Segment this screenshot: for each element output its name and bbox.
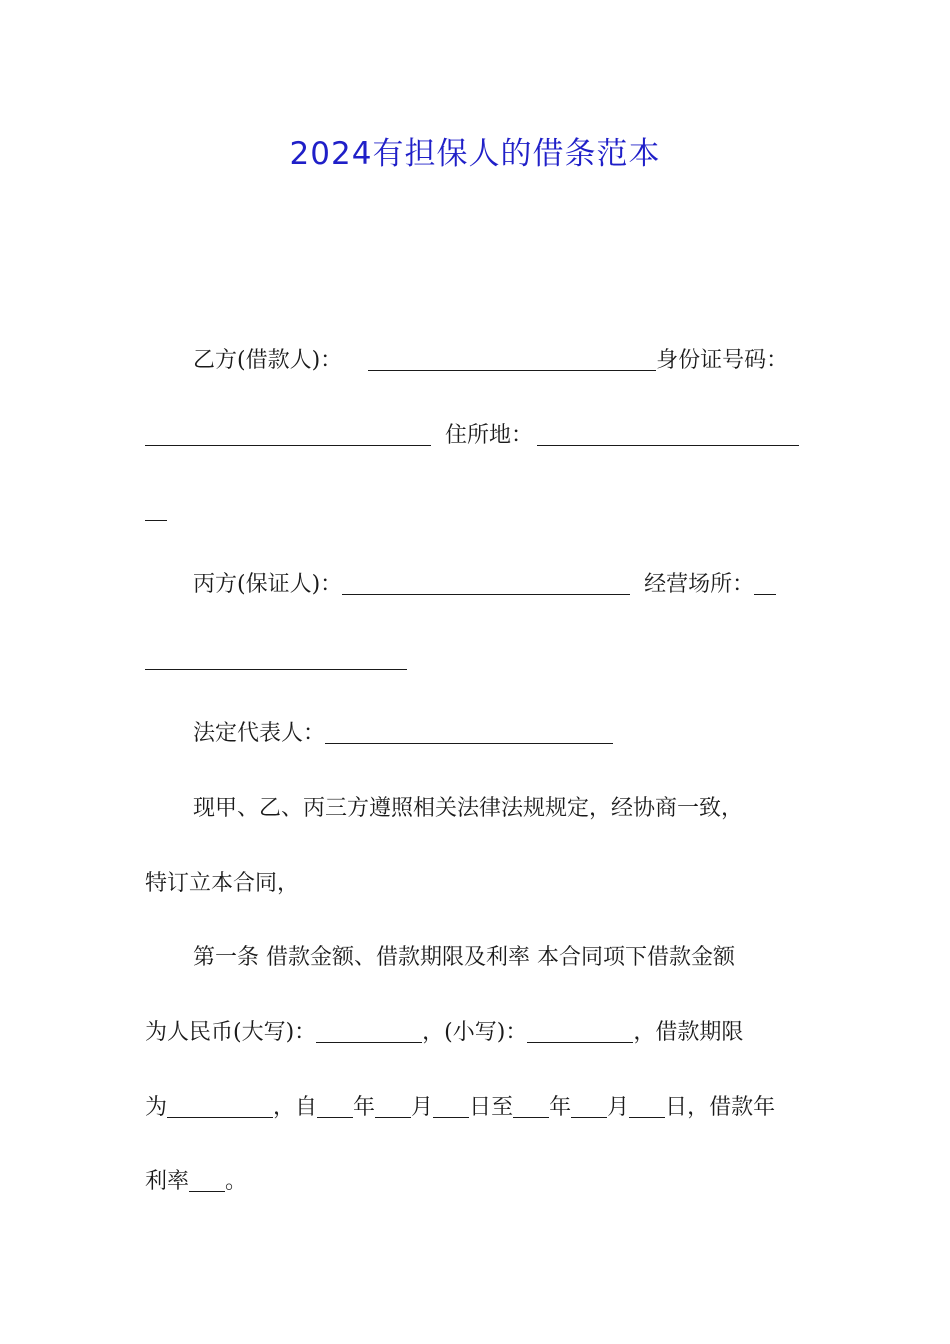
residence-line bbox=[145, 421, 807, 451]
legal-rep-blank bbox=[325, 721, 613, 744]
legal-rep-label: 法定代表人： bbox=[193, 721, 326, 746]
article-1-heading: 第一条 借款金额、借款期限及利率 本合同项下借款金额 bbox=[193, 945, 735, 970]
end-year-label: 年 bbox=[549, 1095, 572, 1120]
rate-blank bbox=[189, 1169, 225, 1192]
party-c-line bbox=[145, 570, 807, 600]
id-number-blank bbox=[145, 423, 431, 446]
document-title: 2024有担保人的借条范本 bbox=[289, 136, 661, 172]
business-place-blank-continued bbox=[145, 647, 407, 670]
start-year-blank bbox=[317, 1095, 353, 1118]
article-1-heading-line bbox=[145, 943, 807, 973]
end-year-blank bbox=[513, 1095, 549, 1118]
legal-rep-line bbox=[145, 719, 807, 749]
amount-lower-blank bbox=[527, 1020, 633, 1043]
end-month-blank bbox=[571, 1095, 607, 1118]
start-month-blank bbox=[375, 1095, 411, 1118]
party-c-name-blank bbox=[342, 572, 630, 595]
residence-blank bbox=[537, 423, 799, 446]
party-b-name-blank bbox=[368, 348, 656, 371]
from-label: ，自 bbox=[273, 1095, 318, 1120]
preamble-text-1: 现甲、乙、丙三方遵照相关法律法规规定，经协商一致， bbox=[193, 796, 744, 821]
preamble-line-2 bbox=[145, 869, 807, 899]
business-place-blank bbox=[754, 572, 776, 595]
residence-label: 住所地： bbox=[445, 423, 534, 448]
article-1-amount-line bbox=[145, 1018, 807, 1048]
start-year-label: 年 bbox=[353, 1095, 376, 1120]
rate-period: 。 bbox=[225, 1169, 248, 1194]
end-day-label: 日，借款年 bbox=[665, 1095, 776, 1120]
start-day-blank bbox=[433, 1095, 469, 1118]
amount-upper-blank bbox=[316, 1020, 422, 1043]
end-day-blank bbox=[629, 1095, 665, 1118]
term-label: ，借款期限 bbox=[633, 1020, 744, 1045]
amount-upper-label: 为人民币(大写)： bbox=[145, 1020, 317, 1045]
party-b-line bbox=[145, 346, 807, 376]
article-1-term-line bbox=[145, 1093, 807, 1123]
term-blank bbox=[167, 1095, 273, 1118]
rate-label: 利率 bbox=[145, 1169, 190, 1194]
residence-blank-continued bbox=[145, 498, 167, 521]
business-place-label: 经营场所： bbox=[644, 572, 755, 597]
amount-lower-label: ，(小写)： bbox=[422, 1020, 528, 1045]
preamble-line-1 bbox=[145, 794, 807, 824]
term-wei: 为 bbox=[145, 1095, 168, 1120]
article-1-rate-line bbox=[145, 1167, 807, 1197]
end-month-label: 月 bbox=[607, 1095, 630, 1120]
residence-continue-line bbox=[145, 496, 807, 526]
party-c-label: 丙方(保证人)： bbox=[193, 572, 343, 597]
preamble-text-2: 特订立本合同， bbox=[145, 871, 300, 896]
business-place-continue-line bbox=[145, 645, 807, 675]
id-number-label: 身份证号码： bbox=[656, 348, 789, 373]
start-day-to-label: 日至 bbox=[469, 1095, 514, 1120]
start-month-label: 月 bbox=[411, 1095, 434, 1120]
party-b-label: 乙方(借款人)： bbox=[193, 348, 343, 373]
